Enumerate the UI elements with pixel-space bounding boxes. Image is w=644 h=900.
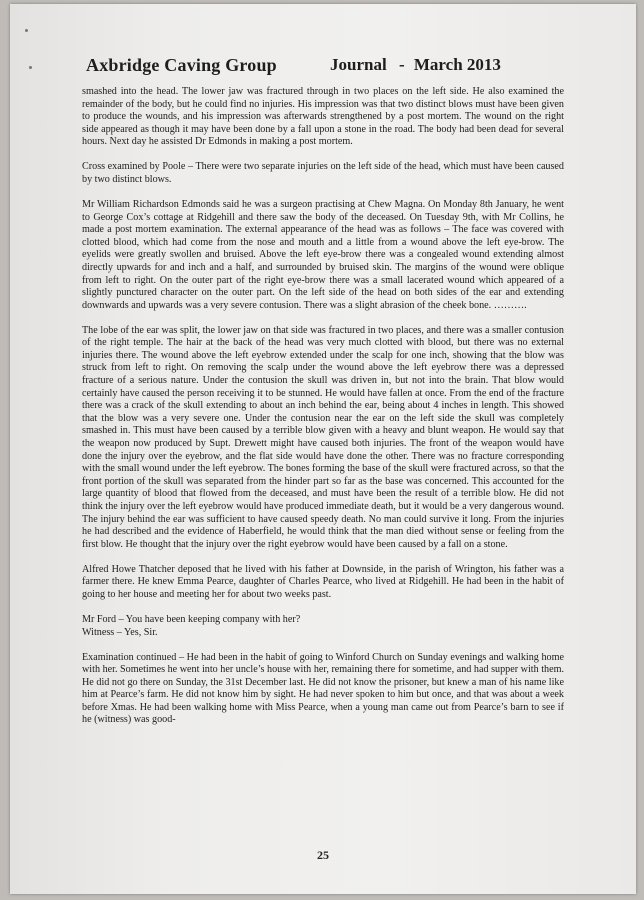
paragraph: Cross examined by Poole – There were two separate injuries on the left side of the head, which must have been caused by two distinct blows. <box>82 161 564 185</box>
article-body <box>82 86 564 739</box>
header-separator: - <box>398 55 405 74</box>
issue-date: March 2013 <box>413 55 501 74</box>
paragraph: Mr William Richardson Edmonds said he was a surgeon practising at Chew Magna. On Monday 8th January, he went to George Cox’s cottage at Ridgehill and there saw the body of the deceased. On Tuesday 9th, with Mr Collins, he made a post mortem examination. The external appearance of the head was as follows – The face was covered with clotted blood, which had come from the nose and mouth and a little from a wound above the left eye-brow. The eyelids were greatly swollen and bruised. Above the left eye-brow there was a congealed wound extending almost directly upwards for and inch and a half, and surrounded by bruised skin. The margins of the wound were oblique from left to right. On the outer part of the right eye-brow there was a small lacerated wound which appeared of a slightly punctured character on the outer part. On the left side of the head on both sides of the ear and extending downwards and upwards was a very severe contusion. There was a slight abrasion of the cheek bone. ………. <box>82 198 564 311</box>
paragraph: Mr Ford – You have been keeping company with her? Witness – Yes, Sir. <box>82 613 301 638</box>
page-header <box>86 55 546 79</box>
journal-label: Journal <box>330 55 387 74</box>
punch-mark-middle <box>29 66 32 69</box>
journal-issue <box>330 55 501 75</box>
document-page <box>10 4 636 894</box>
group-name: Axbridge Caving Group <box>86 55 277 75</box>
paragraph: Alfred Howe Thatcher deposed that he lived with his father at Downside, in the parish of Wrington, his father was a farmer there. He knew Emma Pearce, daughter of Charles Pearce, who lived at Ridgehill. He had been in the habit of going to her house and meeting her for about two weeks past. <box>82 563 564 600</box>
paragraph: Examination continued – He had been in the habit of going to Winford Church on Sunday evenings and walking home with her. Sometimes he went into her uncle’s house with her, remaining there for sometime, and had supper with them. He did not go there on Sunday, the 31st December last. He did not know the prisoner, but knew a man of his name like him at Pearce’s farm. He did not know him by sight. He had never spoken to him but once, and that was about a week before Xmas. He had been walking home with Miss Pearce, when a young man came out from Pearce’s barn to see if he (witness) was good- <box>82 651 564 726</box>
paragraph: smashed into the head. The lower jaw was fractured through in two places on the left side. He also examined the remainder of the body, but he could find no injuries. His impression was that two distinct blows must have been given to produce the wounds, and his impression was afterwards strengthened by a post mortem. The wound on the right side appeared as though it may have been done by a fall upon a stone in the road. The body had been dead for several hours. Next day he assisted Dr Edmonds in making a post mortem. <box>82 86 564 148</box>
paragraph: The lobe of the ear was split, the lower jaw on that side was fractured in two places, and there was a smaller contusion of the right temple. The hair at the back of the head was very much clotted with blood, but there was no external injuries there. The wound above the left eyebrow extended under the scalp for one inch, showing that the blow was struck from left to right. On removing the scalp under the wound above the left eyebrow there was a depressed fracture of a serious nature. Under the contusion the skull was driven in, but not into the brain. That blow would certainly have caused the person receiving it to be stunned. He would have fallen at once. From the end of the fracture there was a crack of the skull extending to about an inch behind the ear, being about 4 inches in length. This showed that the blow was a very severe one. Under the contusion near the ear on the left side the skull was completely smashed in. This must have been caused by a terrible blow given with a heavy and blunt weapon. He would say that the weapon now produced by Supt. Drewett might have caused both injuries. The front of the weapon would have done the injury over the eyebrow, and the flat side would have done the other. There was no fracture corresponding with the small wound under the left eyebrow. The bones forming the base of the skull were fractured across, so that the front portion of the skull was separated from the hinder part so far as the base was concerned. This accounted for the large quantity of blood that flowed from the deceased, and must have been the result of a terrible blow. He did not think the injury over the left eyebrow would have produced immediate death, but it would be a very dangerous wound. The injury behind the ear was sufficient to have caused speedy death. No man could survive it long. From the injuries he had described and the evidence of Haberfield, he would think that the man died without sense or feeling from the first blow. He thought that the injury over the right eyebrow would have been caused by a fall on a stone. <box>82 324 564 550</box>
punch-mark-top <box>25 29 28 32</box>
page-number: 25 <box>317 848 329 862</box>
